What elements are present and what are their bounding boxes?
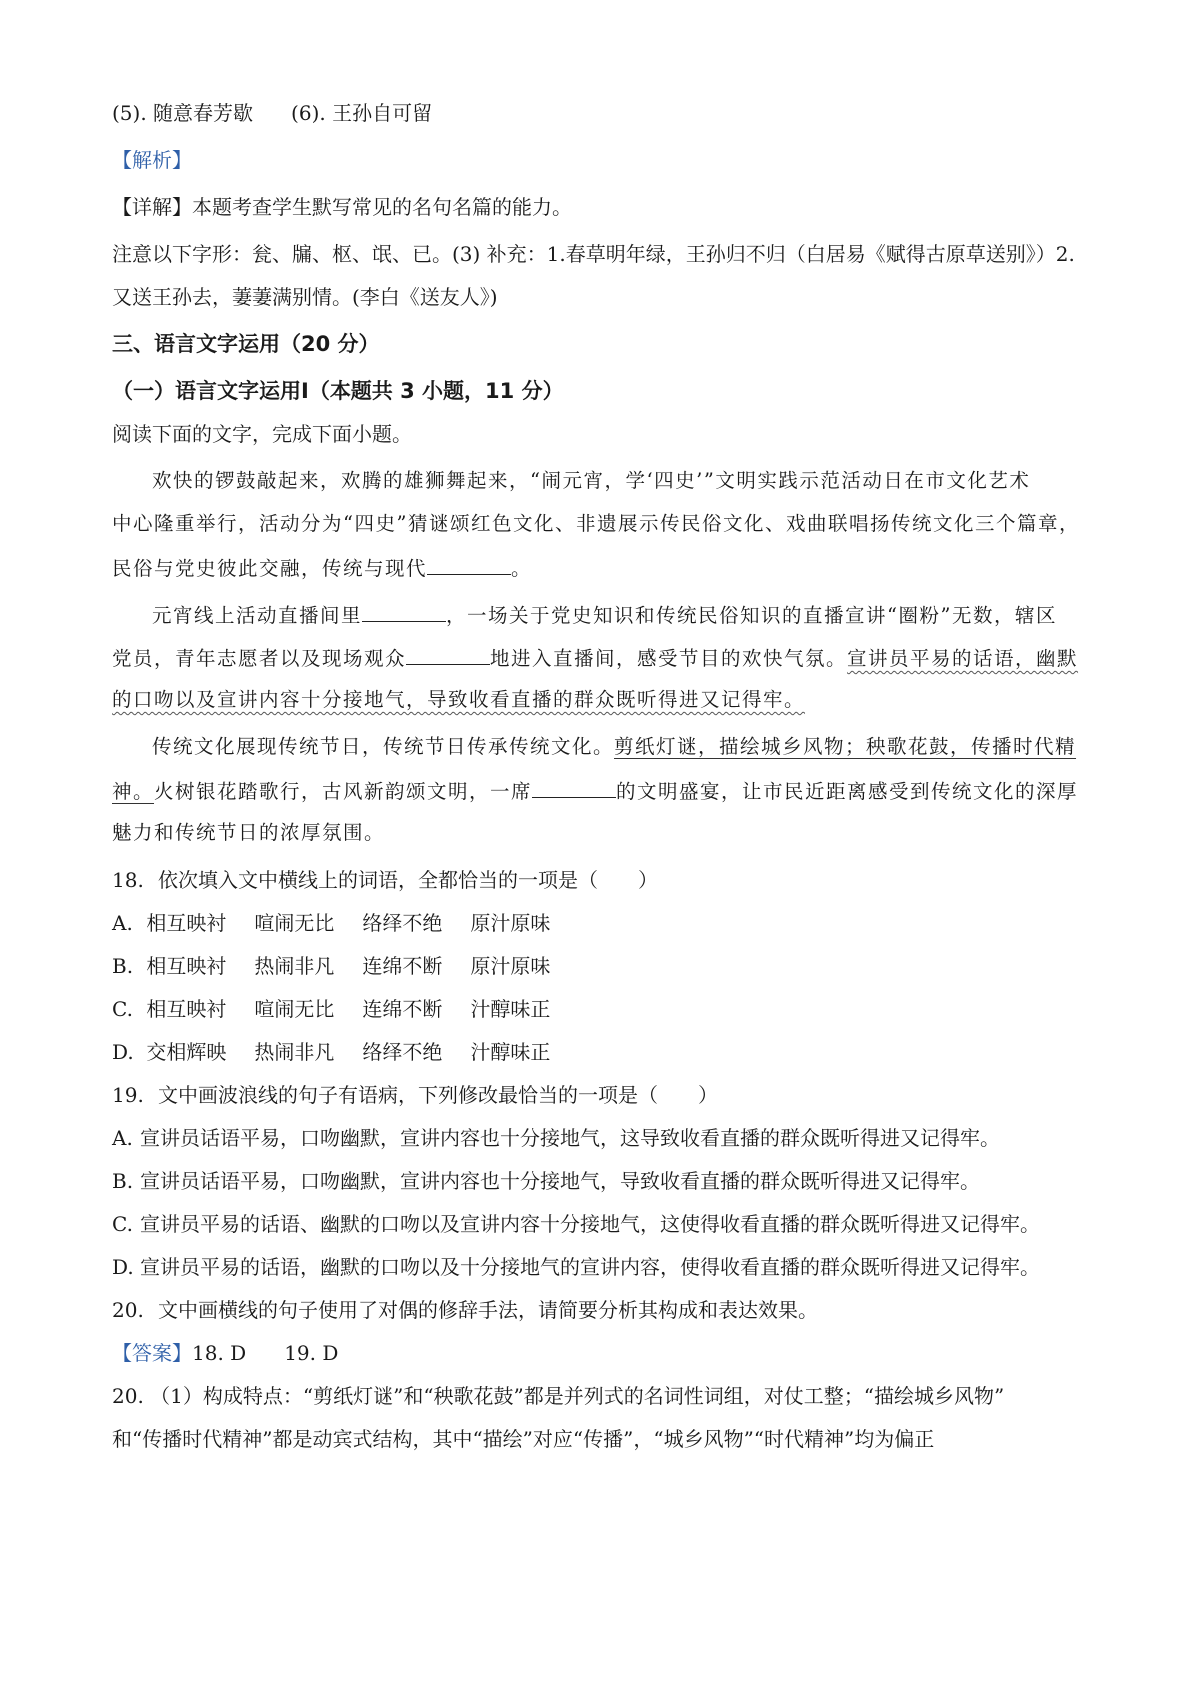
option-letter: A. [112, 1126, 133, 1150]
passage-text: 地进入直播间，感受节目的欢快气氛。 [490, 647, 848, 670]
option-word: 汁醇味正 [470, 1040, 551, 1064]
answer-19: 19. D [284, 1341, 339, 1365]
analysis-label: 【解析】 [112, 148, 192, 172]
fill-blank-4 [532, 775, 616, 798]
passage-text: 党员，青年志愿者以及现场观众 [112, 647, 407, 670]
passage-text: 元宵线上活动直播间里 [152, 604, 363, 627]
wavy-underlined-sentence: 的口吻以及宣讲内容十分接地气，导致收看直播的群众既听得进又记得牢。 [112, 688, 806, 711]
question-text: 依次填入文中横线上的词语，全都恰当的一项是（ ） [158, 868, 658, 892]
fill-blank-1 [427, 552, 511, 575]
question-19-stem [112, 1080, 1097, 1110]
answer-item-6: (6). 王孙自可留 [291, 101, 433, 125]
option-word: 原汁原味 [470, 954, 551, 978]
section-title: 三、语言文字运用（20 分） [112, 332, 380, 356]
q19-option-c[interactable] [112, 1209, 1097, 1239]
option-letter: B. [112, 1169, 134, 1193]
passage-text: 的文明盛宴，让市民近距离感受到传统文化的深厚 [616, 780, 1079, 803]
option-word: 络绎不绝 [362, 911, 443, 935]
answer-item-5: (5). 随意春芳歇 [112, 101, 254, 125]
question-18-stem [112, 865, 1097, 895]
fill-blank-3 [406, 642, 490, 665]
q19-option-d[interactable] [112, 1252, 1097, 1282]
option-letter: A. [112, 911, 133, 935]
passage-p3-line-3: 魅力和传统节日的浓厚氛围。 [112, 821, 386, 844]
option-word: 相互映衬 [146, 997, 227, 1021]
passage-p1-line-3 [112, 552, 1097, 582]
option-word: 热闹非凡 [254, 1040, 335, 1064]
passage-text: ，一场关于党史知识和传统民俗知识的直播宣讲“圈粉”无数，辖区 [446, 604, 1057, 627]
q19-option-b[interactable] [112, 1166, 1097, 1196]
underlined-couplet: 剪纸灯谜，描绘城乡风物；秧歌花鼓，传播时代精 [614, 735, 1077, 758]
underlined-couplet: 神。 [112, 780, 155, 803]
q18-option-d[interactable] [112, 1037, 1097, 1067]
option-text: 宣讲员话语平易，口吻幽默，宣讲内容也十分接地气，导致收看直播的群众既听得进又记得牢。 [140, 1169, 980, 1193]
q18-option-c[interactable] [112, 994, 1097, 1024]
answer-label: 【答案】 [112, 1341, 192, 1365]
passage-p1-line-1: 欢快的锣鼓敲起来，欢腾的雄狮舞起来，“闹元宵，学‘四史’”文明实践示范活动日在市文化艺术 [152, 469, 1031, 492]
option-word: 络绎不绝 [362, 1040, 443, 1064]
option-letter: B. [112, 954, 134, 978]
option-word: 汁醇味正 [470, 997, 551, 1021]
passage-p2-line-2 [112, 642, 1097, 672]
option-word: 连绵不断 [362, 954, 443, 978]
previous-answers-line [112, 98, 1097, 128]
subsection-title: （一）语言文字运用Ⅰ（本题共 3 小题，11 分） [112, 379, 564, 403]
q20-answer-line-1: 20. （1）构成特点：“剪纸灯谜”和“秧歌花鼓”都是并列式的名词性词组，对仗工整；“描绘城乡风物” [112, 1384, 1005, 1408]
answer-18: 18. D [192, 1341, 247, 1365]
detail-line-2: 注意以下字形：瓮、牖、枢、氓、已。(3) 补充：1.春草明年绿，王孙归不归（白居易《赋得古原草送别》）2. [112, 242, 1075, 266]
passage-p3-line-2 [112, 775, 1097, 805]
q20-answer-line-2: 和“传播时代精神”都是动宾式结构，其中“描绘”对应“传播”，“城乡风物”“时代精神”均为偏正 [112, 1427, 935, 1451]
option-word: 原汁原味 [470, 911, 551, 935]
passage-p2-line-1 [112, 599, 1097, 629]
option-word: 连绵不断 [362, 997, 443, 1021]
question-text: 文中画波浪线的句子有语病，下列修改最恰当的一项是（ ） [158, 1083, 718, 1107]
passage-text: 火树银花踏歌行，古风新韵颂文明，一席 [154, 780, 533, 803]
document-page [112, 98, 1097, 1467]
option-text: 宣讲员平易的话语、幽默的口吻以及宣讲内容十分接地气，这使得收看直播的群众既听得进又记得牢。 [140, 1212, 1040, 1236]
passage-text: 。 [511, 557, 533, 580]
option-word: 热闹非凡 [254, 954, 335, 978]
option-text: 宣讲员话语平易，口吻幽默，宣讲内容也十分接地气，这导致收看直播的群众既听得进又记得牢。 [140, 1126, 1000, 1150]
question-number: 18. [112, 868, 144, 892]
passage-p1-line-2: 中心隆重举行，活动分为“四史”猜谜颂红色文化、非遗展示传民俗文化、戏曲联唱扬传统文化三个篇章， [112, 512, 1080, 535]
option-word: 相互映衬 [146, 954, 227, 978]
passage-text: 民俗与党史彼此交融，传统与现代 [112, 557, 428, 580]
q18-option-a[interactable] [112, 908, 1097, 938]
detail-line-3: 又送王孙去，萋萋满别情。(李白《送友人》) [112, 285, 498, 309]
wavy-underlined-sentence: 宣讲员平易的话语，幽默 [847, 647, 1079, 670]
question-text: 文中画横线的句子使用了对偶的修辞手法，请简要分析其构成和表达效果。 [158, 1298, 818, 1322]
option-word: 喧闹无比 [254, 997, 335, 1021]
question-number: 19. [112, 1083, 144, 1107]
detail-line-1: 【详解】本题考查学生默写常见的名句名篇的能力。 [112, 195, 572, 219]
passage-p3-line-1 [112, 732, 1097, 762]
option-text: 宣讲员平易的话语，幽默的口吻以及十分接地气的宣讲内容，使得收看直播的群众既听得进又记得牢。 [140, 1255, 1040, 1279]
q19-option-a[interactable] [112, 1123, 1097, 1153]
option-letter: D. [112, 1040, 134, 1064]
reading-passage [112, 466, 1097, 848]
option-letter: C. [112, 997, 133, 1021]
question-20-stem [112, 1295, 1097, 1325]
option-word: 相互映衬 [146, 911, 227, 935]
option-letter: C. [112, 1212, 133, 1236]
option-word: 喧闹无比 [254, 911, 335, 935]
question-number: 20. [112, 1298, 144, 1322]
passage-p2-line-3 [112, 685, 1097, 715]
passage-text: 传统文化展现传统节日，传统节日传承传统文化。 [152, 735, 615, 758]
option-letter: D. [112, 1255, 134, 1279]
q18-option-b[interactable] [112, 951, 1097, 981]
answer-line [112, 1338, 1097, 1368]
option-word: 交相辉映 [146, 1040, 227, 1064]
fill-blank-2 [362, 599, 446, 622]
reading-instruction: 阅读下面的文字，完成下面小题。 [112, 422, 412, 446]
